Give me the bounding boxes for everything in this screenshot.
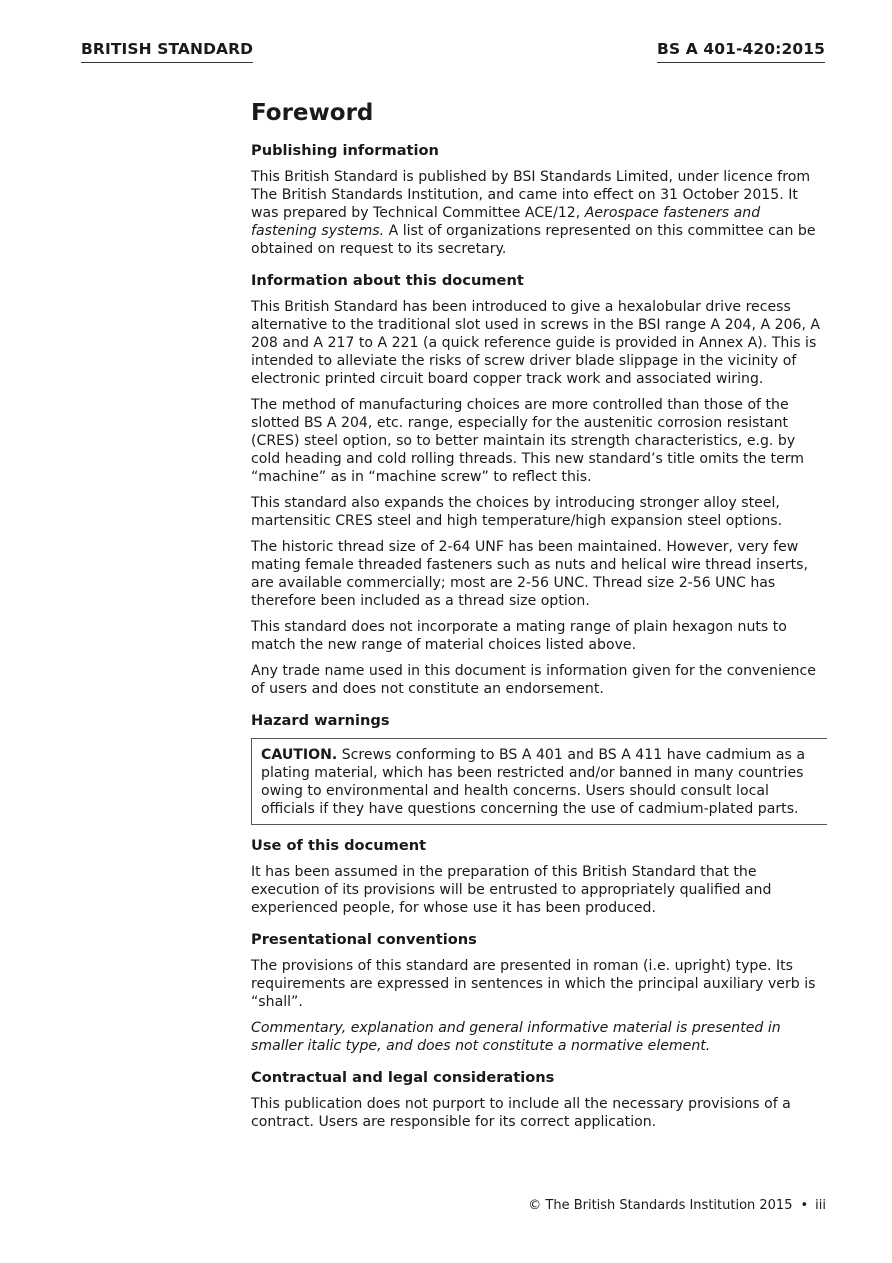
section-heading: Presentational conventions bbox=[251, 931, 477, 948]
paragraph: This standard does not incorporate a mating range of plain hexagon nuts to match the new range of material choices listed above. bbox=[251, 619, 787, 653]
section-heading: Use of this document bbox=[251, 837, 427, 854]
paragraph bbox=[251, 168, 826, 258]
section-contractual-legal bbox=[251, 1069, 826, 1131]
paragraph: The method of manufacturing choices are more controlled than those of the slotted BS A 204, etc. range, especially for the austenitic corrosion resistant (CRES) steel option, so to better maintain its strength characteristics, e.g. by cold heading and cold rolling threads. This new standard’s title omits the term “machine” as in “machine screw” to reflect this. bbox=[251, 397, 805, 485]
section-heading: Publishing information bbox=[251, 142, 439, 159]
copyright-notice: © The British Standards Institution 2015 bbox=[528, 1198, 793, 1213]
paragraph-text: A list of organizations represented on this committee can be obtained on request to its secretary. bbox=[251, 223, 816, 257]
page-number: iii bbox=[815, 1198, 826, 1213]
section-heading: Information about this document bbox=[251, 272, 524, 289]
paragraph-text: This British Standard is published by BSI Standards Limited, under licence from The British Standards Institution, and came into effect on 31 October 2015. It was prepared by Technical Committee ACE/12, bbox=[251, 169, 811, 221]
foreword-content bbox=[251, 98, 826, 1139]
paragraph: The provisions of this standard are presented in roman (i.e. upright) type. Its requirements are expressed in sentences in which the principal auxiliary verb is “shall”. bbox=[251, 958, 816, 1010]
section-information-about-document bbox=[251, 272, 826, 698]
footer-bullet: • bbox=[800, 1198, 809, 1213]
paragraph: Any trade name used in this document is information given for the convenience of users and does not constitute an endorsement. bbox=[251, 663, 816, 697]
section-heading: Hazard warnings bbox=[251, 712, 390, 729]
section-presentational-conventions bbox=[251, 931, 826, 1055]
paragraph: This publication does not purport to include all the necessary provisions of a contract. Users are responsible for its correct application. bbox=[251, 1096, 791, 1130]
paragraph: The historic thread size of 2-64 UNF has been maintained. However, very few mating female threaded fasteners such as nuts and helical wire thread inserts, are available commercially; most are 2-56 UNC. Thread size 2-56 UNC has therefore been included as a thread size option. bbox=[251, 539, 808, 609]
committee-name: Aerospace fasteners and fastening systems. bbox=[251, 205, 761, 239]
caution-label: CAUTION. bbox=[261, 747, 338, 763]
caution-box bbox=[251, 738, 827, 825]
paragraph: It has been assumed in the preparation of this British Standard that the execution of its provisions will be entrusted to appropriately qualified and experienced people, for whose use it has been produced. bbox=[251, 864, 772, 916]
section-heading: Contractual and legal considerations bbox=[251, 1069, 555, 1086]
section-publishing-information bbox=[251, 142, 826, 258]
paragraph: This British Standard has been introduced to give a hexalobular drive recess alternative to the traditional slot used in screws in the BSI range A 204, A 206, A 208 and A 217 to A 221 (a quick reference guide is provided in Annex A). This is intended to alleviate the risks of screw driver blade slippage in the vicinity of electronic printed circuit board copper track work and associated wiring. bbox=[251, 299, 821, 387]
page-footer bbox=[528, 1198, 826, 1214]
page-title: Foreword bbox=[251, 100, 374, 126]
running-head-left: BRITISH STANDARD bbox=[81, 40, 253, 63]
commentary-paragraph: Commentary, explanation and general informative material is presented in smaller italic type, and does not constitute a normative element. bbox=[251, 1020, 781, 1054]
caution-text: Screws conforming to BS A 401 and BS A 411 have cadmium as a plating material, which has been restricted and/or banned in many countries owing to environmental and health concerns. Users should consult local officials if they have questions concerning the use of cadmium-plated parts. bbox=[261, 747, 805, 817]
paragraph: This standard also expands the choices by introducing stronger alloy steel, martensitic CRES steel and high temperature/high expansion steel options. bbox=[251, 495, 783, 529]
section-hazard-warnings bbox=[251, 712, 826, 825]
section-use-of-document bbox=[251, 837, 826, 917]
running-head-right: BS A 401-420:2015 bbox=[657, 40, 825, 63]
